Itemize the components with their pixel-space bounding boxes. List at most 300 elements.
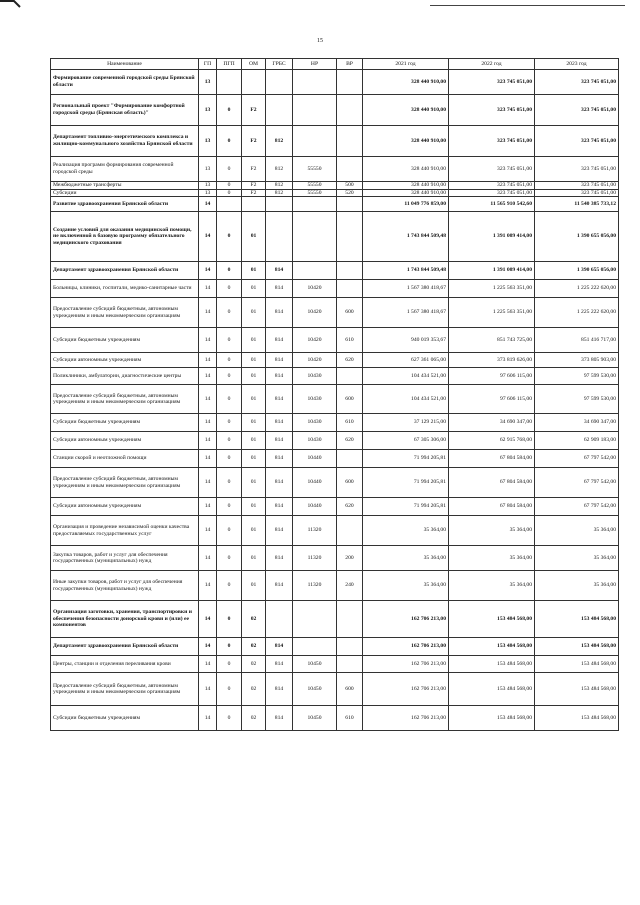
cell-nr (293, 601, 337, 638)
cell-2023: 373 805 903,00 (535, 353, 619, 368)
table-row (51, 328, 619, 353)
cell-om: 01 (242, 414, 266, 432)
cell-grbs: 814 (266, 673, 293, 706)
table-row (51, 432, 619, 450)
cell-name: Больницы, клиники, госпитали, медико-санитарные части (51, 280, 199, 298)
cell-2022: 11 565 910 542,60 (449, 197, 535, 212)
cell-gp: 14 (199, 673, 217, 706)
cell-gp: 14 (199, 601, 217, 638)
cell-2022: 67 804 584,00 (449, 450, 535, 468)
cell-2022: 1 391 009 414,00 (449, 212, 535, 262)
table-row (51, 353, 619, 368)
cell-2023: 35 364,00 (535, 516, 619, 546)
cell-gp: 14 (199, 298, 217, 328)
cell-grbs: 814 (266, 638, 293, 656)
table-row (51, 95, 619, 126)
cell-2023: 323 745 051,00 (535, 182, 619, 190)
cell-nr: 10420 (293, 328, 337, 353)
cell-2021: 940 019 353,67 (363, 328, 449, 353)
cell-gp: 13 (199, 70, 217, 95)
cell-pgp: 0 (217, 638, 242, 656)
cell-pgp: 0 (217, 182, 242, 190)
cell-grbs: 814 (266, 368, 293, 385)
cell-grbs: 812 (266, 189, 293, 197)
cell-vr: 610 (337, 414, 363, 432)
cell-pgp (217, 197, 242, 212)
cell-grbs: 814 (266, 571, 293, 601)
cell-nr (293, 638, 337, 656)
cell-pgp: 0 (217, 385, 242, 414)
cell-2023: 97 599 530,00 (535, 385, 619, 414)
cell-pgp: 0 (217, 298, 242, 328)
cell-pgp: 0 (217, 498, 242, 516)
table-row (51, 516, 619, 546)
cell-grbs (266, 601, 293, 638)
cell-name: Предоставление субсидий бюджетным, автономным учреждениям и иным некоммерческим организациям (51, 673, 199, 706)
cell-om: 01 (242, 212, 266, 262)
cell-om: 01 (242, 262, 266, 280)
header-name: Наименование (51, 59, 199, 70)
cell-vr (337, 368, 363, 385)
cell-2021: 328 440 910,00 (363, 95, 449, 126)
cell-gp: 14 (199, 328, 217, 353)
cell-gp: 13 (199, 189, 217, 197)
cell-2022: 35 364,00 (449, 546, 535, 571)
table-row (51, 385, 619, 414)
table-row (51, 638, 619, 656)
cell-gp: 14 (199, 450, 217, 468)
header-2021: 2021 год (363, 59, 449, 70)
cell-2023: 35 364,00 (535, 571, 619, 601)
cell-2022: 1 391 009 414,00 (449, 262, 535, 280)
cell-pgp: 0 (217, 706, 242, 731)
cell-gp: 13 (199, 157, 217, 182)
cell-nr: 11320 (293, 516, 337, 546)
cell-name: Региональный проект "Формирование комфортной городской среды (Брянская область)" (51, 95, 199, 126)
cell-vr (337, 197, 363, 212)
cell-grbs: 814 (266, 450, 293, 468)
cell-2022: 323 745 051,00 (449, 189, 535, 197)
cell-grbs: 814 (266, 706, 293, 731)
cell-name: Развитие здравоохранения Брянской области (51, 197, 199, 212)
header-2022: 2022 год (449, 59, 535, 70)
cell-pgp: 0 (217, 212, 242, 262)
cell-name: Центры, станции и отделения переливания крови (51, 656, 199, 673)
cell-grbs: 814 (266, 280, 293, 298)
cell-2021: 1 567 380 418,67 (363, 280, 449, 298)
cell-nr (293, 70, 337, 95)
cell-2023: 34 690 347,00 (535, 414, 619, 432)
cell-2021: 162 706 213,00 (363, 638, 449, 656)
budget-table (50, 58, 619, 731)
cell-om: 02 (242, 673, 266, 706)
header-nr: НР (293, 59, 337, 70)
cell-nr: 10430 (293, 385, 337, 414)
cell-gp: 14 (199, 212, 217, 262)
header-vr: ВР (337, 59, 363, 70)
cell-gp: 14 (199, 414, 217, 432)
cell-nr: 10440 (293, 498, 337, 516)
cell-2023: 11 540 385 733,12 (535, 197, 619, 212)
cell-vr (337, 212, 363, 262)
cell-pgp: 0 (217, 450, 242, 468)
cell-grbs (266, 212, 293, 262)
cell-om: F2 (242, 182, 266, 190)
header-grbs: ГРБС (266, 59, 293, 70)
cell-grbs: 812 (266, 126, 293, 157)
cell-nr: 10420 (293, 280, 337, 298)
cell-gp: 14 (199, 706, 217, 731)
cell-nr: 55550 (293, 189, 337, 197)
cell-pgp: 0 (217, 516, 242, 546)
cell-vr (337, 280, 363, 298)
table-row (51, 189, 619, 197)
cell-grbs (266, 70, 293, 95)
cell-2021: 328 440 910,00 (363, 157, 449, 182)
cell-2022: 97 606 115,00 (449, 368, 535, 385)
table-row (51, 126, 619, 157)
cell-nr (293, 212, 337, 262)
cell-grbs: 814 (266, 414, 293, 432)
cell-om: 01 (242, 571, 266, 601)
cell-pgp: 0 (217, 95, 242, 126)
cell-gp: 14 (199, 197, 217, 212)
cell-om: 01 (242, 516, 266, 546)
table-row (51, 498, 619, 516)
cell-nr: 10430 (293, 368, 337, 385)
cell-om (242, 197, 266, 212)
header-pgp: ПГП (217, 59, 242, 70)
cell-2022: 153 484 568,00 (449, 706, 535, 731)
cell-gp: 14 (199, 280, 217, 298)
cell-2023: 153 484 568,00 (535, 673, 619, 706)
cell-grbs: 814 (266, 656, 293, 673)
corner-scan-mark (0, 0, 22, 8)
cell-2021: 35 364,00 (363, 546, 449, 571)
cell-2023: 323 745 051,00 (535, 70, 619, 95)
table-row (51, 280, 619, 298)
cell-name: Субсидии (51, 189, 199, 197)
cell-gp: 14 (199, 468, 217, 498)
cell-2021: 162 706 213,00 (363, 601, 449, 638)
cell-2023: 1 390 655 056,00 (535, 212, 619, 262)
cell-2023: 35 364,00 (535, 546, 619, 571)
cell-2023: 67 797 542,00 (535, 450, 619, 468)
table-row (51, 414, 619, 432)
cell-2022: 67 804 584,00 (449, 498, 535, 516)
cell-pgp: 0 (217, 126, 242, 157)
cell-gp: 13 (199, 182, 217, 190)
cell-pgp: 0 (217, 353, 242, 368)
cell-grbs: 814 (266, 328, 293, 353)
cell-om: 01 (242, 328, 266, 353)
cell-2022: 323 745 051,00 (449, 70, 535, 95)
cell-om: 02 (242, 656, 266, 673)
cell-2023: 67 797 542,00 (535, 468, 619, 498)
cell-2021: 71 994 205,81 (363, 468, 449, 498)
cell-pgp: 0 (217, 468, 242, 498)
cell-2023: 323 745 051,00 (535, 157, 619, 182)
cell-pgp: 0 (217, 189, 242, 197)
cell-name: Поликлиники, амбулатории, диагностические центры (51, 368, 199, 385)
cell-grbs: 814 (266, 432, 293, 450)
cell-om: F2 (242, 95, 266, 126)
cell-name: Субсидии бюджетным учреждениям (51, 328, 199, 353)
cell-2022: 62 915 768,00 (449, 432, 535, 450)
table-row (51, 70, 619, 95)
cell-grbs: 814 (266, 546, 293, 571)
cell-2021: 627 361 065,00 (363, 353, 449, 368)
cell-name: Формирование современной городской среды Брянской области (51, 70, 199, 95)
cell-2022: 67 804 584,00 (449, 468, 535, 498)
cell-2023: 153 484 568,00 (535, 706, 619, 731)
cell-pgp: 0 (217, 368, 242, 385)
cell-vr (337, 450, 363, 468)
cell-pgp: 0 (217, 280, 242, 298)
cell-2022: 1 225 563 351,00 (449, 298, 535, 328)
cell-vr: 240 (337, 571, 363, 601)
cell-2022: 1 225 563 351,00 (449, 280, 535, 298)
table-row (51, 262, 619, 280)
cell-2021: 104 434 521,00 (363, 368, 449, 385)
cell-vr: 620 (337, 353, 363, 368)
cell-2023: 851 416 717,00 (535, 328, 619, 353)
cell-2021: 328 440 910,00 (363, 182, 449, 190)
cell-name: Департамент топливно-энергетического комплекса и жилищно-коммунального хозяйства Брянской области (51, 126, 199, 157)
cell-2022: 97 606 115,00 (449, 385, 535, 414)
cell-vr: 600 (337, 298, 363, 328)
header-om: ОМ (242, 59, 266, 70)
cell-vr (337, 601, 363, 638)
cell-gp: 14 (199, 262, 217, 280)
cell-grbs: 814 (266, 385, 293, 414)
cell-2021: 1 567 380 418,67 (363, 298, 449, 328)
cell-2023: 1 225 222 620,00 (535, 298, 619, 328)
cell-pgp: 0 (217, 262, 242, 280)
cell-vr (337, 70, 363, 95)
cell-name: Создание условий для оказания медицинской помощи, не включенной в базовую программу обязательного медицинского страхования (51, 212, 199, 262)
cell-nr (293, 95, 337, 126)
cell-om: F2 (242, 126, 266, 157)
cell-vr: 200 (337, 546, 363, 571)
table-row (51, 298, 619, 328)
cell-pgp: 0 (217, 328, 242, 353)
cell-nr (293, 197, 337, 212)
cell-pgp: 0 (217, 157, 242, 182)
cell-nr: 10440 (293, 450, 337, 468)
cell-om: 01 (242, 368, 266, 385)
cell-2022: 153 484 568,00 (449, 673, 535, 706)
cell-2021: 162 706 213,00 (363, 656, 449, 673)
cell-2023: 323 745 051,00 (535, 189, 619, 197)
table-row (51, 157, 619, 182)
cell-nr: 10420 (293, 353, 337, 368)
cell-vr: 610 (337, 706, 363, 731)
cell-2022: 153 484 568,00 (449, 656, 535, 673)
cell-2022: 373 819 626,00 (449, 353, 535, 368)
cell-grbs (266, 197, 293, 212)
cell-name: Станции скорой и неотложной помощи (51, 450, 199, 468)
cell-2021: 162 706 213,00 (363, 673, 449, 706)
cell-vr: 600 (337, 673, 363, 706)
cell-vr: 610 (337, 328, 363, 353)
cell-name: Предоставление субсидий бюджетным, автономным учреждениям и иным некоммерческим организациям (51, 298, 199, 328)
cell-name: Департамент здравоохранения Брянской области (51, 638, 199, 656)
cell-2021: 71 994 205,81 (363, 450, 449, 468)
cell-vr (337, 638, 363, 656)
cell-2022: 35 364,00 (449, 516, 535, 546)
cell-vr: 600 (337, 385, 363, 414)
cell-2021: 328 440 910,00 (363, 189, 449, 197)
cell-name: Субсидии бюджетным учреждениям (51, 414, 199, 432)
table-row (51, 546, 619, 571)
cell-2023: 67 797 542,00 (535, 498, 619, 516)
table-row (51, 197, 619, 212)
cell-2023: 323 745 051,00 (535, 95, 619, 126)
cell-2021: 35 364,00 (363, 516, 449, 546)
cell-2022: 323 745 051,00 (449, 95, 535, 126)
cell-pgp (217, 70, 242, 95)
cell-gp: 13 (199, 126, 217, 157)
cell-nr: 11320 (293, 571, 337, 601)
cell-name: Закупка товаров, работ и услуг для обеспечения государственных (муниципальных) нужд (51, 546, 199, 571)
cell-gp: 14 (199, 385, 217, 414)
header-gp: ГП (199, 59, 217, 70)
cell-vr (337, 656, 363, 673)
cell-om: 01 (242, 298, 266, 328)
cell-2022: 323 745 051,00 (449, 157, 535, 182)
cell-2021: 67 305 306,00 (363, 432, 449, 450)
cell-gp: 14 (199, 368, 217, 385)
cell-nr: 10430 (293, 432, 337, 450)
page-number: 15 (317, 38, 323, 44)
table-row (51, 706, 619, 731)
cell-om: 01 (242, 432, 266, 450)
cell-grbs: 814 (266, 516, 293, 546)
cell-grbs: 814 (266, 262, 293, 280)
cell-vr: 600 (337, 468, 363, 498)
cell-nr (293, 126, 337, 157)
cell-vr: 620 (337, 432, 363, 450)
cell-2021: 11 049 776 859,00 (363, 197, 449, 212)
cell-gp: 14 (199, 656, 217, 673)
cell-name: Межбюджетные трансферты (51, 182, 199, 190)
cell-pgp: 0 (217, 432, 242, 450)
cell-name: Субсидии автономным учреждениям (51, 498, 199, 516)
cell-nr: 10450 (293, 673, 337, 706)
cell-om: 01 (242, 353, 266, 368)
cell-2022: 35 364,00 (449, 571, 535, 601)
cell-name: Субсидии бюджетным учреждениям (51, 706, 199, 731)
cell-name: Предоставление субсидий бюджетным, автономным учреждениям и иным некоммерческим организациям (51, 468, 199, 498)
cell-2023: 323 745 051,00 (535, 126, 619, 157)
cell-2021: 328 440 910,00 (363, 70, 449, 95)
cell-grbs: 814 (266, 468, 293, 498)
cell-2022: 323 745 051,00 (449, 182, 535, 190)
cell-grbs: 814 (266, 298, 293, 328)
cell-pgp: 0 (217, 571, 242, 601)
table-row (51, 182, 619, 190)
cell-grbs (266, 95, 293, 126)
cell-gp: 14 (199, 516, 217, 546)
cell-nr: 55550 (293, 157, 337, 182)
cell-gp: 13 (199, 95, 217, 126)
table-body (51, 70, 619, 731)
cell-name: Департамент здравоохранения Брянской области (51, 262, 199, 280)
cell-om: F2 (242, 189, 266, 197)
cell-pgp: 0 (217, 673, 242, 706)
cell-2022: 34 690 347,00 (449, 414, 535, 432)
cell-vr: 620 (337, 498, 363, 516)
cell-2023: 97 599 530,00 (535, 368, 619, 385)
cell-2023: 1 225 222 620,00 (535, 280, 619, 298)
cell-nr: 10420 (293, 298, 337, 328)
cell-name: Субсидии автономным учреждениям (51, 432, 199, 450)
cell-om: 01 (242, 468, 266, 498)
table-row (51, 656, 619, 673)
cell-nr: 10430 (293, 414, 337, 432)
cell-nr: 10440 (293, 468, 337, 498)
cell-om: 01 (242, 280, 266, 298)
cell-name: Предоставление субсидий бюджетным, автономным учреждениям и иным некоммерческим организациям (51, 385, 199, 414)
cell-vr (337, 95, 363, 126)
cell-gp: 14 (199, 571, 217, 601)
cell-2021: 37 129 215,00 (363, 414, 449, 432)
cell-name: Субсидии автономным учреждениям (51, 353, 199, 368)
cell-2021: 328 440 910,00 (363, 126, 449, 157)
cell-vr (337, 126, 363, 157)
cell-2021: 1 743 844 509,48 (363, 262, 449, 280)
cell-vr: 500 (337, 182, 363, 190)
cell-2023: 153 484 568,00 (535, 656, 619, 673)
cell-gp: 14 (199, 353, 217, 368)
cell-gp: 14 (199, 638, 217, 656)
cell-om: 01 (242, 450, 266, 468)
cell-pgp: 0 (217, 601, 242, 638)
table-row (51, 450, 619, 468)
cell-2022: 851 743 725,00 (449, 328, 535, 353)
cell-om: F2 (242, 157, 266, 182)
table-row (51, 673, 619, 706)
cell-2023: 1 390 655 056,00 (535, 262, 619, 280)
table-row (51, 601, 619, 638)
cell-vr (337, 516, 363, 546)
header-rule (430, 5, 625, 6)
cell-vr: 520 (337, 189, 363, 197)
cell-name: Реализация программ формирования современной городской среды (51, 157, 199, 182)
cell-2022: 153 484 568,00 (449, 601, 535, 638)
cell-nr: 11320 (293, 546, 337, 571)
cell-2021: 35 364,00 (363, 571, 449, 601)
cell-2021: 1 743 844 509,48 (363, 212, 449, 262)
cell-2023: 153 484 568,00 (535, 601, 619, 638)
cell-nr: 10450 (293, 656, 337, 673)
cell-pgp: 0 (217, 546, 242, 571)
cell-om: 01 (242, 498, 266, 516)
cell-grbs: 812 (266, 157, 293, 182)
cell-pgp: 0 (217, 414, 242, 432)
table-row (51, 468, 619, 498)
cell-2021: 71 994 205,81 (363, 498, 449, 516)
cell-gp: 14 (199, 498, 217, 516)
cell-vr (337, 157, 363, 182)
cell-om: 02 (242, 638, 266, 656)
cell-om: 01 (242, 546, 266, 571)
cell-om (242, 70, 266, 95)
cell-2022: 323 745 051,00 (449, 126, 535, 157)
cell-2023: 153 484 568,00 (535, 638, 619, 656)
cell-gp: 14 (199, 546, 217, 571)
